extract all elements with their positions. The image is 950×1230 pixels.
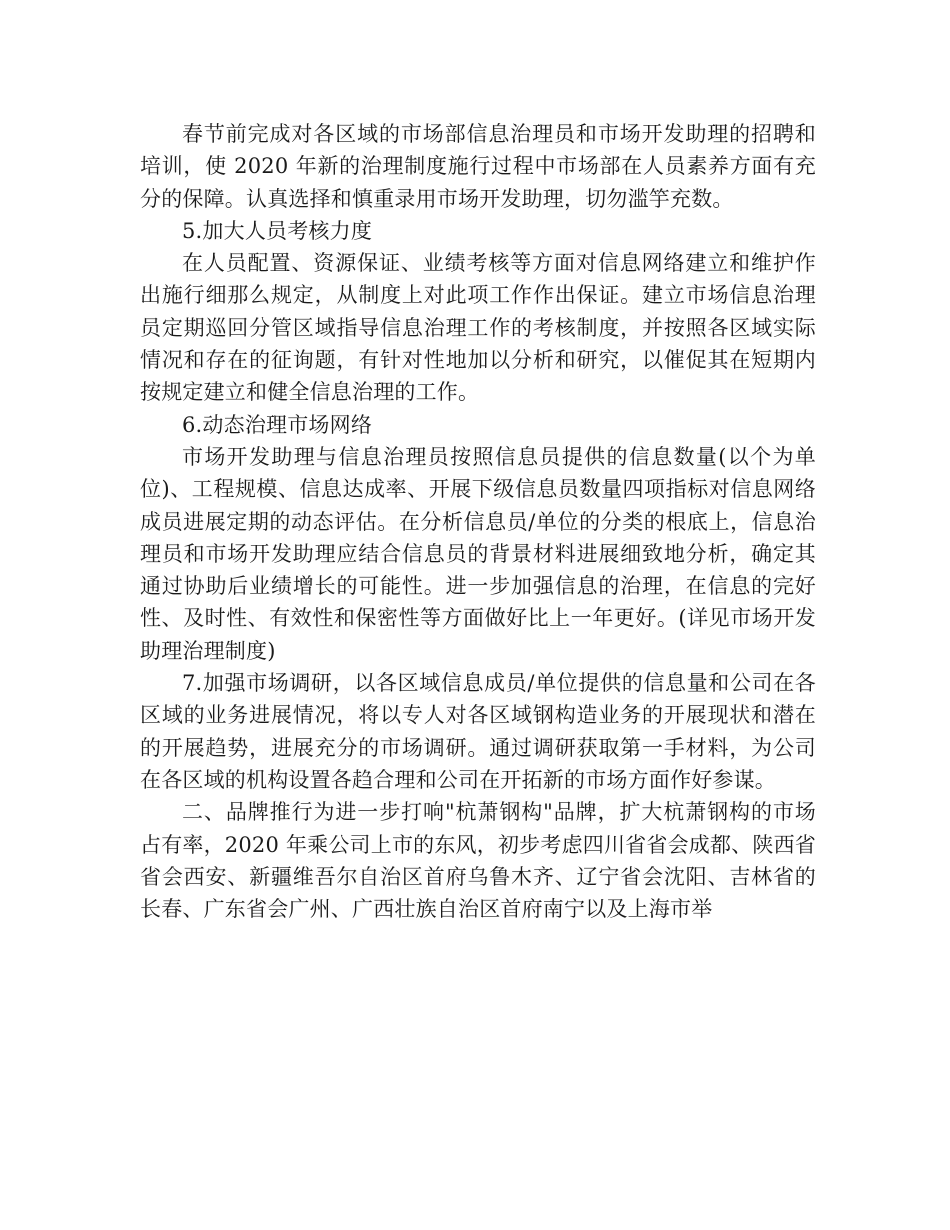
paragraph-recruitment: 春节前完成对各区域的市场部信息治理员和市场开发助理的招聘和培训，使 2020 年新的治理制度施行过程中市场部在人员素养方面有充分的保障。认真选择和慎重录用市场开发助理，切勿滥竽充数。 <box>140 122 816 211</box>
heading-assessment: 5.加大人员考核力度 <box>182 218 373 243</box>
paragraph-network-management: 市场开发助理与信息治理员按照信息员提供的信息数量(以个为单位)、工程规模、信息达成率、开展下级信息员数量四项指标对信息网络成员进展定期的动态评估。在分析信息员/单位的分类的根底上，信息治理员和市场开发助理应结合信息员的背景材料进展细致地分析，确定其通过协助后业绩增长的可能性。进一步加强信息的治理，在信息的完好性、及时性、有效性和保密性等方面做好比上一年更好。(详见市场开发助理治理制度) <box>140 444 816 663</box>
paragraph-assessment: 在人员配置、资源保证、业绩考核等方面对信息网络建立和维护作出施行细那么规定，从制度上对此项工作作出保证。建立市场信息治理员定期巡回分管区域指导信息治理工作的考核制度，并按照各区域实际情况和存在的征询题，有针对性地加以分析和研究，以催促其在短期内按规定建立和健全信息治理的工作。 <box>140 251 816 405</box>
document-page <box>140 118 816 925</box>
heading-network-management: 6.动态治理市场网络 <box>182 412 373 437</box>
paragraph-market-research: 7.加强市场调研，以各区域信息成员/单位提供的信息量和公司在各区域的业务进展情况，将以专人对各区域钢构造业务的开展现状和潜在的开展趋势，进展充分的市场调研。通过调研获取第一手材料，为公司在各区域的机构设置各趋合理和公司在开拓新的市场方面作好参谋。 <box>140 671 816 792</box>
paragraph-brand-promotion: 二、品牌推行为进一步打响"杭萧钢构"品牌，扩大杭萧钢构的市场占有率，2020 年乘公司上市的东风，初步考虑四川省省会成都、陕西省省会西安、新疆维吾尔自治区首府乌鲁木齐、辽宁省会沈阳、吉林省的长春、广东省会广州、广西壮族自治区首府南宁以及上海市举 <box>140 800 816 922</box>
